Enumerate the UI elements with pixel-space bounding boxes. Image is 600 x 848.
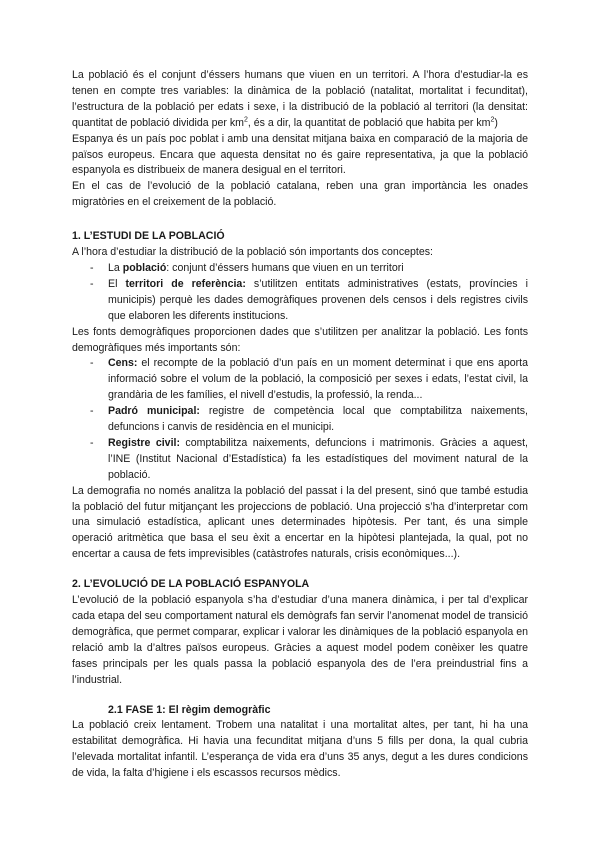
list-item: - La població: conjunt d’éssers humans que viuen en un territori <box>90 261 404 274</box>
source-term: Cens: <box>108 357 138 370</box>
source-text: registre de competència local que comptabilitza naixements, defuncions i canvis de residència en el municipi. <box>108 405 528 434</box>
section-1-intro: A l’hora d’estudiar la distribució de la població són importants dos conceptes: <box>72 246 433 259</box>
concepts-list <box>72 261 528 325</box>
section-2-heading: 2. L’EVOLUCIÓ DE LA POBLACIÓ ESPANYOLA <box>72 578 310 591</box>
concept-prefix: La <box>108 261 123 274</box>
section-1-closing: La demografia no només analitza la població del passat i la del present, sinó que també estudia la població del futur mitjançant les projeccions de població. Una projecció s’ha d’interpretar com una simulació estadística, aplicant unes determinades hipòtesis. Per tant, és una simple operació aritmètica que basa el seu èxit a encertar en la hipòtesi plantejada, la qual, pot no encertar a causa de fets imprevisibles (catàstrofes naturals, crisis econòmiques...). <box>72 484 528 561</box>
concept-prefix: El <box>108 277 126 290</box>
sources-list <box>72 356 528 483</box>
document-page <box>72 68 528 782</box>
list-item: - Padró municipal: registre de competència local que comptabilitza naixements, defuncions i canvis de residència en el municipi. <box>90 405 528 434</box>
source-text: comptabilitza naixements, defuncions i matrimonis. Gràcies a aquest, l’INE (Institut Nacional d’Estadística) fa les estadístiques del moviment natural de la població. <box>108 436 528 481</box>
section-2-1-body: La població creix lentament. Trobem una natalitat i una mortalitat altes, per tant, hi ha una estabilitat demogràfica. Hi havia una fecunditat mitjana d’uns 5 fills per dona, la qual cubria l’elevada mortalitat infantil. L’esperança de vida era d’uns 35 anys, degut a les dures condicions de vida, la falta d’higiene i els escassos recursos mèdics. <box>72 719 528 780</box>
list-item: - Cens: el recompte de la població d’un país en un moment determinat i que ens aporta informació sobre el volum de la població, la composició per sexes i edats, l’estat civil, la grandària de les famílies, el nivell d’estudis, la professió, la renda... <box>90 357 528 402</box>
intro-text-c: ) <box>494 116 498 129</box>
list-item: - Registre civil: comptabilitza naixements, defuncions i matrimonis. Gràcies a aquest, l’INE (Institut Nacional d’Estadística) fa les estadístiques del moviment natural de la població. <box>90 436 528 481</box>
list-item: - El territori de referència: s’utilitzen entitats administratives (estats, províncies i municipis) perquè les dades demogràfiques provenen dels censos i dels registres civils que elaboren les diferents institucions. <box>90 277 528 322</box>
section-2-body: L’evolució de la població espanyola s’ha d’estudiar d’una manera dinàmica, i per tal d’explicar cada etapa del seu comportament natural els demògrafs fan servir l’anomenat model de transició demogràfica, que permet comparar, explicar i valorar les dinàmiques de la població espanyola en relació amb la d’altres països europeus. Gràcies a aquest model podem conèixer les quatre fases principals per les quals passa la població espanyola des de l’era preindustrial fins a l’industrial. <box>72 594 528 686</box>
intro-text-a: La població és el conjunt d’éssers humans que viuen en un territori. A l’hora d’estudiar-la es tenen en compte tres variables: la dinàmica de la població (natalitat, mortalitat i fecunditat), l’estructura de la població per edats i sexe, i la distribució de la població al territori (la densitat: quantitat de població dividida per km <box>72 69 528 129</box>
intro-text-b: , és a dir, la quantitat de població que habita per km <box>247 116 491 129</box>
superscript-2: 2 <box>243 116 248 124</box>
section-2-1-heading: 2.1 FASE 1: El règim demogràfic <box>108 703 271 716</box>
intro-paragraph-3: En el cas de l’evolució de la població catalana, reben una gran importància les onades migratòries en el creixement de la població. <box>72 180 528 209</box>
superscript-2: 2 <box>490 116 495 124</box>
concept-term: població <box>122 261 167 274</box>
concept-term: territori de referència: <box>125 277 246 290</box>
section-1-heading: 1. L’ESTUDI DE LA POBLACIÓ <box>72 230 225 243</box>
source-text: el recompte de la població d’un país en un moment determinat i que ens aporta informació sobre el volum de la població, la composició per sexes i edats, l’estat civil, la grandària de les famílies, el nivell d’estudis, la professió, la renda... <box>108 357 528 402</box>
source-term: Registre civil: <box>108 436 180 449</box>
intro-paragraph-2: Espanya és un país poc poblat i amb una densitat mitjana baixa en comparació de la majoria de països europeus. Encara que aquesta densitat no és gaire representativa, ja que la població espanyola es distribueix de manera desigual en el territori. <box>72 132 528 177</box>
sources-intro: Les fonts demogràfiques proporcionen dades que s’utilitzen per analitzar la població. Les fonts demogràfiques més importants són: <box>72 325 528 354</box>
concept-text: s’utilitzen entitats administratives (estats, províncies i municipis) perquè les dades demogràfiques provenen dels censos i dels registres civils que elaboren les diferents institucions. <box>108 277 528 322</box>
intro-paragraph-1 <box>72 68 528 132</box>
source-term: Padró municipal: <box>108 405 200 418</box>
concept-text: : conjunt d’éssers humans que viuen en un territori <box>166 261 404 274</box>
